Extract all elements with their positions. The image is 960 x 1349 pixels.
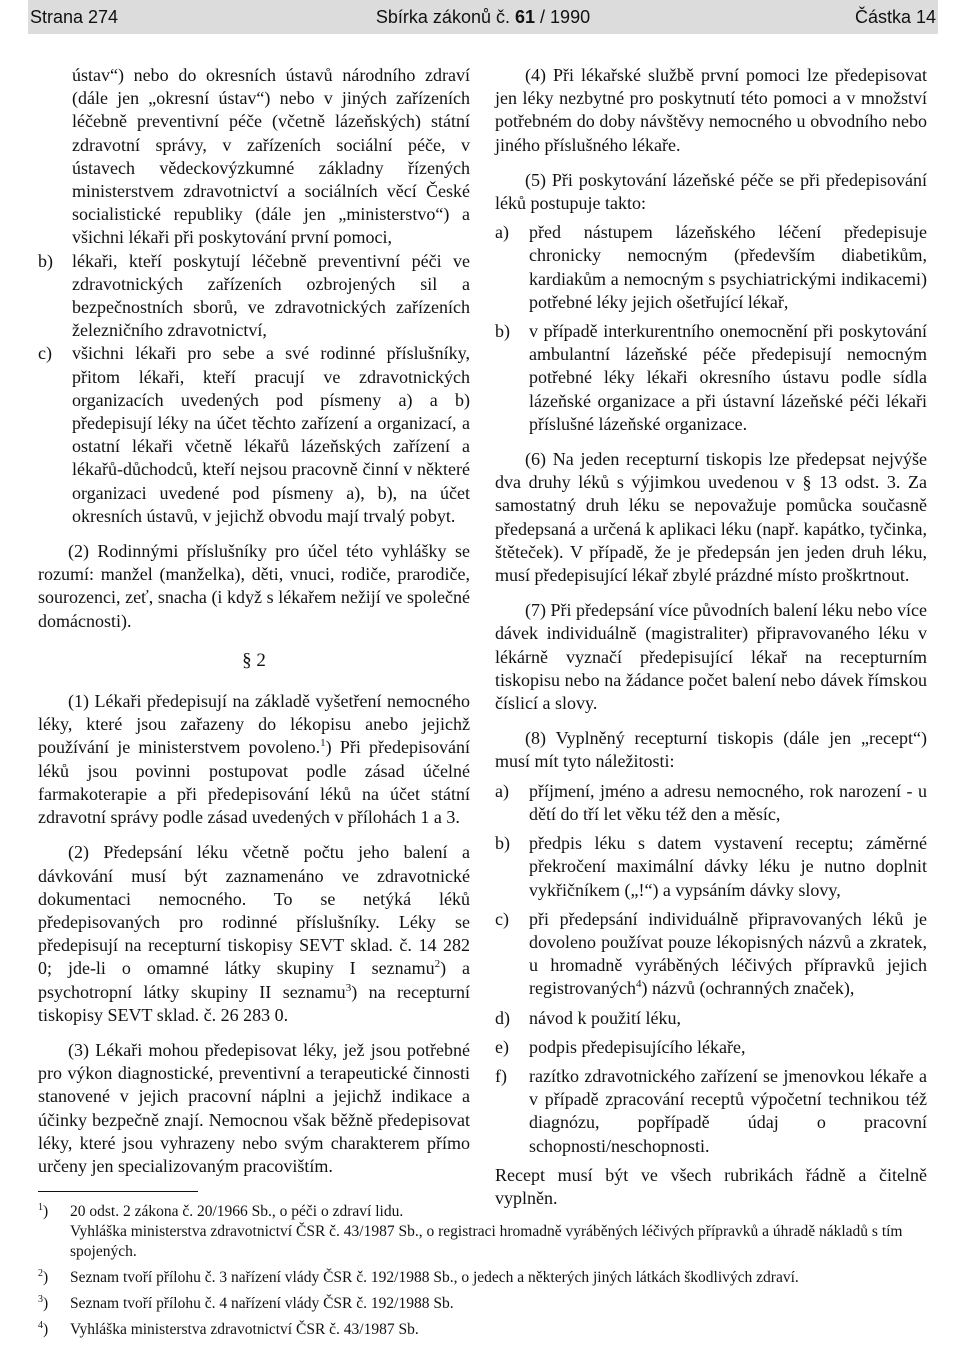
footnote-marker: $^1$) [38,1201,49,1220]
footnote-marker: $^3$) [38,1293,49,1312]
section-2-paragraph-2 [38,841,470,1027]
text: ) Při předepisování léků jsou povinni postupovat podle zásad účelné farmakoterapie a při předepisování léků na účet státní zdravotní správy podle zásad uvedených v přílohách 1 a 3. [38,737,471,828]
footnotes [38,1202,933,1346]
list-item-b [495,320,927,436]
text: ) názvů (ochranných značek), [641,978,855,999]
list-item-a [495,221,927,314]
footnote-4 [38,1320,933,1340]
page-header [28,0,938,34]
left-column [38,64,470,1178]
text: ) a psychotropní látky skupiny II seznamu [38,958,471,1002]
list-label: a) [495,780,509,801]
list-text: podpis předepisujícího lékaře, [529,1036,746,1057]
paragraph-7: (7) Při předepsání více původních balení léku nebo více dávek individuálně (magistraliter) připravovaného léku v lékárně vyznačí předepisující lékař na recepturním tiskopisu nebo na žádance počet balení nebo dávek římskou číslicí a slovy. [495,600,927,714]
footnote-text: Seznam tvoří přílohu č. 4 nařízení vlády ČSR č. 192/1988 Sb. [70,1295,454,1312]
list-text: návod k použití léku, [529,1007,681,1028]
list-text: lékaři, kteří poskytují léčebně preventivní péči ve zdravotnických zařízeních ozbrojených sil a bezpečnostních sborů, ve zdravotnických zařízeních železničního zdravotnictví, [72,250,470,341]
footnote-text: Vyhláška ministerstva zdravotnictví ČSR č. 43/1987 Sb. [70,1321,419,1338]
footnote-text: 20 odst. 2 zákona č. 20/1966 Sb., o péči o zdraví lidu. Vyhláška ministerstva zdravotnictví ČSR č. 43/1987 Sb., o registraci hromadně vyráběných léčivých přípravků a úhradě nákladů s tím spojených. [70,1203,903,1260]
section-2-paragraph-3: (3) Lékaři mohou předepisovat léky, jež jsou potřebné pro výkon diagnostické, preventivní a terapeutické činnosti stanovené v jejich pracovní náplni a jejichž indikace a účinky bezpečně znají. Nemocnou však běžně předepisovat léky, které jsou vyhrazeny nebo svým charakterem přímo určeny jen specializovaným pracovištím. [38,1039,470,1176]
list-item-d [495,1007,927,1030]
collection-number: 61 [515,6,536,27]
list-item-c [38,342,470,528]
list-text: předpis léku s datem vystavení receptu; záměrné překročení maximální dávky léku je nutno doplnit vykřičníkem („!“) a vypsáním dávky slovy, [529,833,927,900]
list-text: razítko zdravotnického zařízení se jmenovkou lékaře a v případě zpracování receptů výpočetní technikou též diagnózu, popřípadě údaj o pracovní schopnosti/neschopnosti. [529,1065,927,1156]
list-label: d) [495,1007,510,1028]
list-item-b [495,832,927,902]
footnote-1 [38,1202,933,1262]
list-text: v případě interkurentního onemocnění při poskytování ambulantní lázeňské péče předepisují nemocným potřebné léky lékaři okresního ústavu podle sídla lázeňské organizace a při ústavní lázeňské péči lékaři příslušné lázeňské organizace. [529,321,927,434]
footnote-ref: 2 [434,958,441,971]
text: (2) Předepsání léku včetně počtu jeho balení a dávkování musí být zaznamenáno ve zdravotnické dokumentaci nemocného. To se netýká léků předepisovaných pro rodinné příslušníky. Léky se předepisují na recepturní tiskopisy SEVT sklad. č. 14 282 0; jde-li o omamné látky skupiny I seznamu [38,842,470,979]
footnote-text: Seznam tvoří přílohu č. 3 nařízení vlády ČSR č. 192/1988 Sb., o jedech a některých jiných látkách škodlivých zdraví. [70,1269,799,1286]
footnote-divider [38,1191,198,1192]
list-label: e) [495,1036,509,1057]
paragraph-4: (4) Při lékařské službě první pomoci lze předepisovat jen léky nezbytné pro poskytnutí této pomoci a v množství potřebném do doby návštěvy nemocného u obvodního nebo jiného příslušného lékaře. [495,65,927,155]
list-text: příjmení, jméno a adresu nemocného, rok narození - u dětí do tří let věku též den a měsíc, [529,780,927,824]
list-text: všichni lékaři pro sebe a své rodinné příslušníky, přitom lékaři, kteří pracují ve zdravotnických organizacích uvedených pod písmeny a) a b) předepisují léky na účet těchto zařízení a organizací, a ostatní lékaři včetně lékařů lázeňských zařízení a lékařů-důchodců, kteří nejsou pracovně činní v některé organizaci uvedené pod písmeny a), b), na účet okresních ústavů, v jejichž obvodu mají trvalý pobyt. [72,343,470,526]
paragraph-continuation: ústav“) nebo do okresních ústavů národního zdraví (dále jen „okresní ústav“) nebo v jiných zařízeních léčebně preventivní péče (včetně lázeňských) státní zdravotní správy, v zařízeních sociální péče, v ústavech vědeckovýzkumné základny řízených ministerstvem zdravotnictví a sociálních věcí České socialistické republiky (dále jen „ministerstvo“) a všichni lékaři při poskytování první pomoci, [72,65,470,248]
collection-title [28,7,938,28]
paragraph-2: (2) Rodinnými příslušníky pro účel této vyhlášky se rozumí: manžel (manželka), děti, vnuci, rodiče, prarodiče, sourozenci, zeť, snacha (i když s lékařem nežijí ve společné domácnosti). [38,541,470,631]
text: při předepsání individuálně připravovaných léků je dovoleno používat pouze lékopisných názvů a zkratek, u hromadně vyráběných léčivých přípravků jejich registrovaných [529,908,927,999]
list-label: b) [495,321,510,342]
list-label: c) [495,908,509,929]
footnote-ref: 3 [345,981,352,994]
footnote-ref: 4 [635,978,642,991]
collection-title-prefix: Sbírka zákonů č. [375,6,510,27]
list-label: c) [38,343,52,364]
closing-paragraph: Recept musí být ve všech rubrikách řádně a čitelně vyplněn. [495,1164,927,1208]
section-heading: § 2 [242,649,266,671]
footnote-2 [38,1268,933,1288]
footnote-marker: $^4$) [38,1319,49,1338]
footnote-ref: 1 [320,737,326,750]
collection-year: / 1990 [540,6,591,27]
paragraph-6: (6) Na jeden recepturní tiskopis lze předepsat nejvýše dva druhy léků s výjimkou uvedenou v § 13 odst. 3. Za samostatný druh léku se nepovažuje pomůcka současně předepsaná a určená k aplikaci léku (např. kapátko, tyčinka, štěteček). V případě, že je předepsán jen jeden druh léku, musí předepisující lékař zbylé prázdné místo proškrtnout. [495,449,927,586]
text: (1) Lékaři předepisují na základě vyšetření nemocného léky, které jsou zařazeny do lékopisu anebo jejichž používání je ministerstvem povoleno. [38,691,470,758]
right-column [495,64,927,1210]
section-2-paragraph-1 [38,690,470,829]
list-item-a [495,780,927,826]
page-number: Strana 274 [30,6,119,27]
footnote-3 [38,1294,933,1314]
list-label: f) [495,1065,507,1086]
list-item-f [495,1065,927,1158]
issue-number: Částka 14 [854,6,936,27]
list-text: před nástupem lázeňského léčení předepisuje chronicky nemocným (především diabetikům, kardiakům a nemocným s psychiatrickými indikacemi) potřebné léky jejich ošetřující lékař, [529,222,927,312]
list-label: a) [495,222,509,243]
paragraph-8: (8) Vyplněný recepturní tiskopis (dále jen „recept“) musí mít tyto náležitosti: [495,728,927,772]
text: ) na recepturní tiskopisy SEVT sklad. č. 26 283 0. [38,981,470,1025]
paragraph-5: (5) Při poskytování lázeňské péče se při předepisování léků postupuje takto: [495,169,927,214]
list-item-c [495,908,927,1001]
list-text [529,908,927,1001]
list-item-b [38,250,470,343]
list-label: b) [495,833,510,854]
footnote-marker: $^2$) [38,1267,49,1286]
list-label: b) [38,250,53,271]
list-item-e [495,1036,927,1059]
